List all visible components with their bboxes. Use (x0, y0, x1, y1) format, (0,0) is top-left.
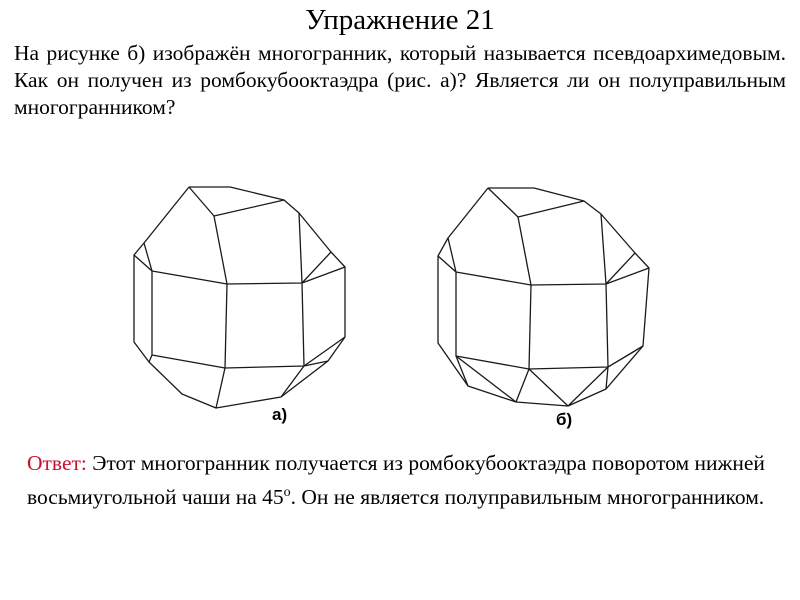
answer-label: Ответ: (27, 451, 87, 475)
answer-text: Этот многогранник получается из ромбокубооктаэдра поворотом нижней восьмиугольной чаши на 45 (27, 451, 765, 510)
figure-a-label: а) (272, 405, 288, 424)
figure-rhombicuboctahedron (132, 185, 362, 425)
answer-text-end: . Он не является полуправильным многогранником. (290, 485, 765, 510)
figure-b-label: б) (556, 410, 573, 429)
figure-pseudo-rhombicuboctahedron (436, 186, 666, 431)
answer-block (27, 449, 787, 512)
rhombicuboctahedron-drawing (132, 185, 362, 425)
slide-title: Упражнение 21 (305, 4, 495, 36)
pseudo-rhombicuboctahedron-drawing (436, 186, 666, 431)
problem-text: На рисунке б) изображён многогранник, который называется псевдоархимедовым. Как он получен из ромбокубооктаэдра (рис. а)? Является ли он полуправильным многогранником? (14, 41, 786, 119)
degree-superscript: o (283, 485, 291, 500)
